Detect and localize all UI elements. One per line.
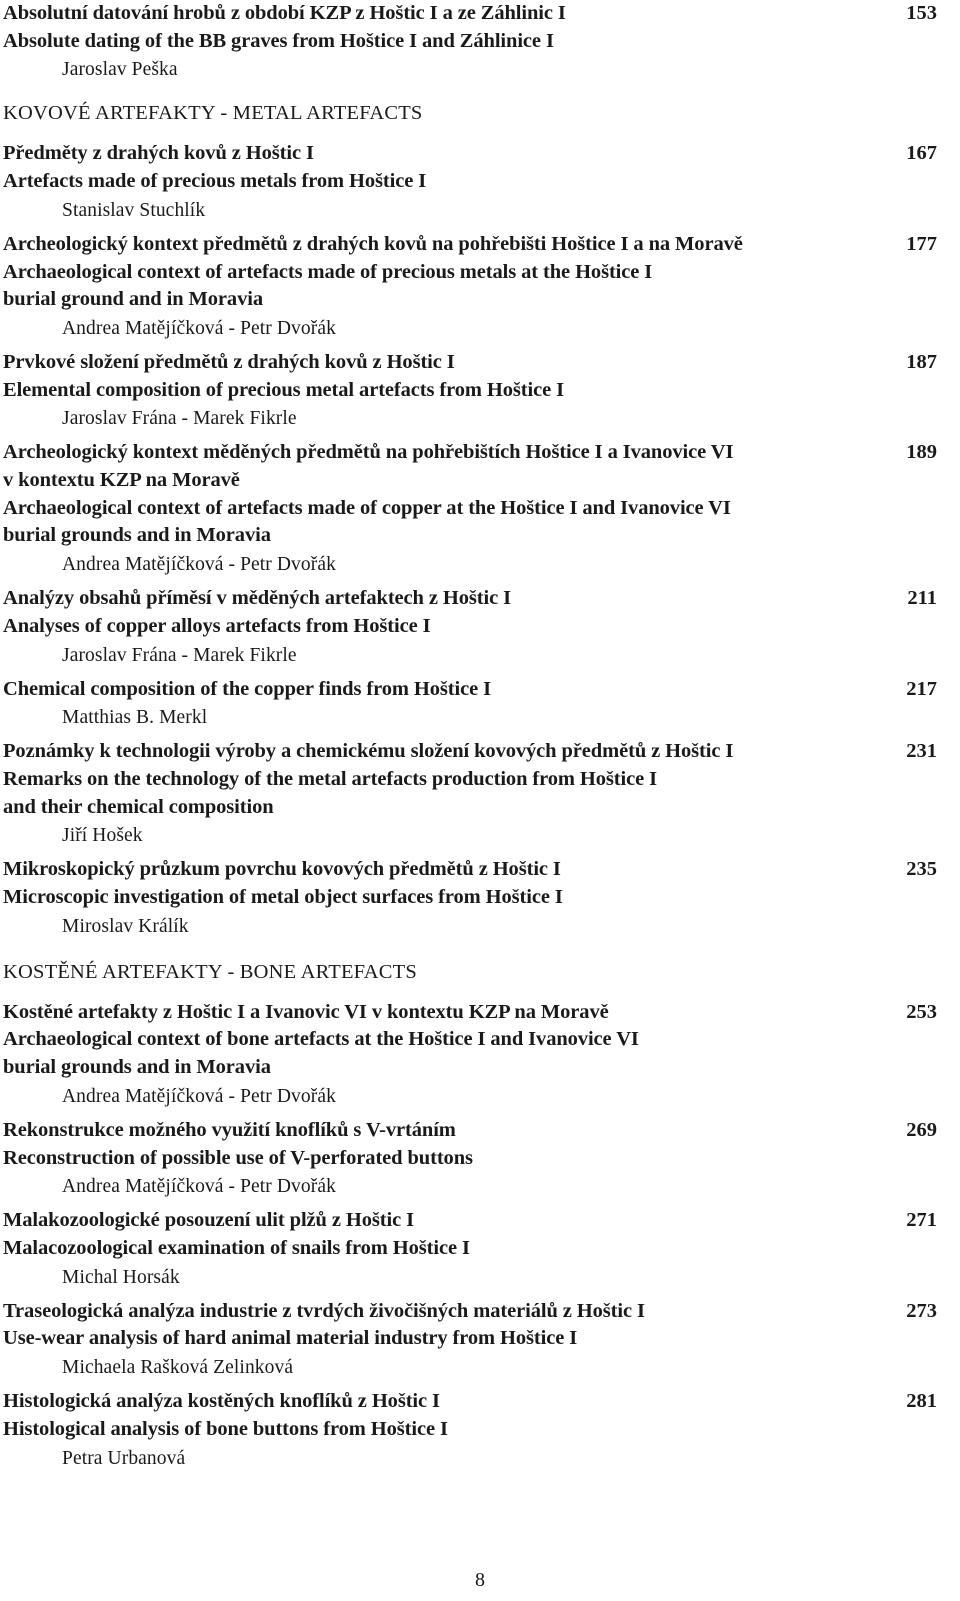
toc-entry bbox=[3, 439, 937, 580]
page-number: 281 bbox=[906, 1390, 937, 1413]
entry-title-en-cont: burial grounds and in Moravia bbox=[3, 1056, 271, 1079]
entry-title-cz: Předměty z drahých kovů z Hoštic I bbox=[3, 142, 314, 165]
entry-title-en: Microscopic investigation of metal object surfaces from Hoštice I bbox=[3, 886, 563, 909]
page-number: 177 bbox=[906, 232, 937, 255]
footer-page-number: 8 bbox=[475, 1569, 485, 1591]
entry-title-en: Archaeological context of bone artefacts at the Hoštice I and Ivanovice VI bbox=[3, 1028, 639, 1051]
toc-entry bbox=[3, 856, 937, 941]
entry-title-cz: Rekonstrukce možného využití knoflíků s V-vrtáním bbox=[3, 1118, 456, 1141]
page-number: 273 bbox=[906, 1299, 937, 1322]
entry-author: Andrea Matějíčková - Petr Dvořák bbox=[62, 1085, 336, 1107]
page-number: 211 bbox=[907, 587, 937, 610]
entry-title-en: Artefacts made of precious metals from Hoštice I bbox=[3, 170, 427, 193]
toc-entry bbox=[3, 999, 937, 1112]
entry-title-en: Elemental composition of precious metal artefacts from Hoštice I bbox=[3, 378, 565, 401]
entry-author: Matthias B. Merkl bbox=[62, 707, 208, 729]
entry-title-en: Malacozoological examination of snails from Hoštice I bbox=[3, 1236, 470, 1259]
entry-title-en: Archaeological context of artefacts made of copper at the Hoštice I and Ivanovice VI bbox=[3, 496, 731, 519]
section-heading-bone: KOSTĚNÉ ARTEFAKTY - BONE ARTEFACTS bbox=[3, 960, 417, 983]
toc-entry bbox=[3, 349, 937, 434]
entry-author: Andrea Matějíčková - Petr Dvořák bbox=[62, 317, 336, 339]
entry-title-cz-cont: v kontextu KZP na Moravě bbox=[3, 469, 240, 492]
entry-title-cz: Histologická analýza kostěných knoflíků z Hoštic I bbox=[3, 1390, 440, 1413]
entry-title-cz: Archeologický kontext měděných předmětů na pohřebištích Hoštice I a Ivanovice VI bbox=[3, 441, 734, 464]
page-number: 167 bbox=[906, 142, 937, 165]
entry-author: Jaroslav Peška bbox=[62, 59, 178, 81]
entry-title-en: Archaeological context of artefacts made of precious metals at the Hoštice I bbox=[3, 260, 653, 283]
entry-title-en: Use-wear analysis of hard animal material industry from Hoštice I bbox=[3, 1327, 578, 1350]
toc-entry bbox=[3, 1117, 937, 1202]
page-number: 187 bbox=[906, 350, 937, 373]
toc-entry bbox=[3, 585, 937, 670]
entry-title-en: Analyses of copper alloys artefacts from Hoštice I bbox=[3, 614, 431, 637]
table-of-contents bbox=[3, 0, 937, 1474]
entry-title-cz: Archeologický kontext předmětů z drahých kovů na pohřebišti Hoštice I a na Moravě bbox=[3, 232, 743, 255]
entry-title-cz: Mikroskopický průzkum povrchu kovových předmětů z Hoštic I bbox=[3, 858, 561, 881]
entry-title-cz: Absolutní datování hrobů z období KZP z Hoštic I a ze Záhlinic I bbox=[3, 2, 566, 24]
entry-title-cz: Malakozoologické posouzení ulit plžů z Hoštic I bbox=[3, 1209, 414, 1232]
entry-title-en: Reconstruction of possible use of V-perforated buttons bbox=[3, 1146, 473, 1169]
entry-author: Andrea Matějíčková - Petr Dvořák bbox=[62, 554, 336, 576]
page-number: 217 bbox=[906, 677, 937, 700]
entry-author: Andrea Matějíčková - Petr Dvořák bbox=[62, 1176, 336, 1198]
entry-title-en-cont: and their chemical composition bbox=[3, 795, 274, 818]
entry-title-cz: Poznámky k technologii výroby a chemickému složení kovových předmětů z Hoštic I bbox=[3, 740, 734, 763]
entry-title-en: Absolute dating of the BB graves from Hoštice I and Záhlinice I bbox=[3, 29, 554, 52]
toc-entry bbox=[3, 1298, 937, 1383]
entry-author: Stanislav Stuchlík bbox=[62, 199, 206, 221]
page-number: 269 bbox=[906, 1118, 937, 1141]
entry-title-en-cont: burial ground and in Moravia bbox=[3, 288, 263, 311]
toc-entry bbox=[3, 676, 937, 734]
entry-title-en-cont: burial grounds and in Moravia bbox=[3, 524, 271, 547]
toc-entry bbox=[3, 738, 937, 851]
entry-title-cz: Traseologická analýza industrie z tvrdých živočišných materiálů z Hoštic I bbox=[3, 1299, 645, 1322]
entry-title-en: Chemical composition of the copper finds from Hoštice I bbox=[3, 677, 491, 700]
page-number: 253 bbox=[906, 1000, 937, 1023]
toc-entry bbox=[3, 0, 937, 85]
entry-title-cz: Analýzy obsahů příměsí v měděných artefaktech z Hoštic I bbox=[3, 587, 512, 610]
entry-author: Miroslav Králík bbox=[62, 915, 189, 937]
page-number: 231 bbox=[906, 740, 937, 763]
entry-title-cz: Kostěné artefakty z Hoštic I a Ivanovic VI v kontextu KZP na Moravě bbox=[3, 1000, 609, 1023]
entry-author: Jaroslav Frána - Marek Fikrle bbox=[62, 408, 297, 430]
toc-entry bbox=[3, 1207, 937, 1292]
toc-entry bbox=[3, 1388, 937, 1473]
page-number: 271 bbox=[906, 1209, 937, 1232]
toc-entry bbox=[3, 231, 937, 344]
entry-title-en: Histological analysis of bone buttons from Hoštice I bbox=[3, 1417, 448, 1440]
entry-author: Petra Urbanová bbox=[62, 1447, 186, 1469]
page-number: 189 bbox=[906, 441, 937, 464]
toc-entry bbox=[3, 140, 937, 225]
page-number: 153 bbox=[906, 2, 937, 24]
page-number: 235 bbox=[906, 858, 937, 881]
entry-title-en: Remarks on the technology of the metal artefacts production from Hoštice I bbox=[3, 767, 657, 790]
entry-author: Jaroslav Frána - Marek Fikrle bbox=[62, 644, 297, 666]
entry-author: Michal Horsák bbox=[62, 1266, 180, 1288]
entry-author: Michaela Rašková Zelinková bbox=[62, 1357, 294, 1379]
section-heading-metal: KOVOVÉ ARTEFAKTY - METAL ARTEFACTS bbox=[3, 102, 423, 125]
entry-author: Jiří Hošek bbox=[62, 825, 143, 847]
entry-title-cz: Prvkové složení předmětů z drahých kovů z Hoštic I bbox=[3, 350, 455, 373]
